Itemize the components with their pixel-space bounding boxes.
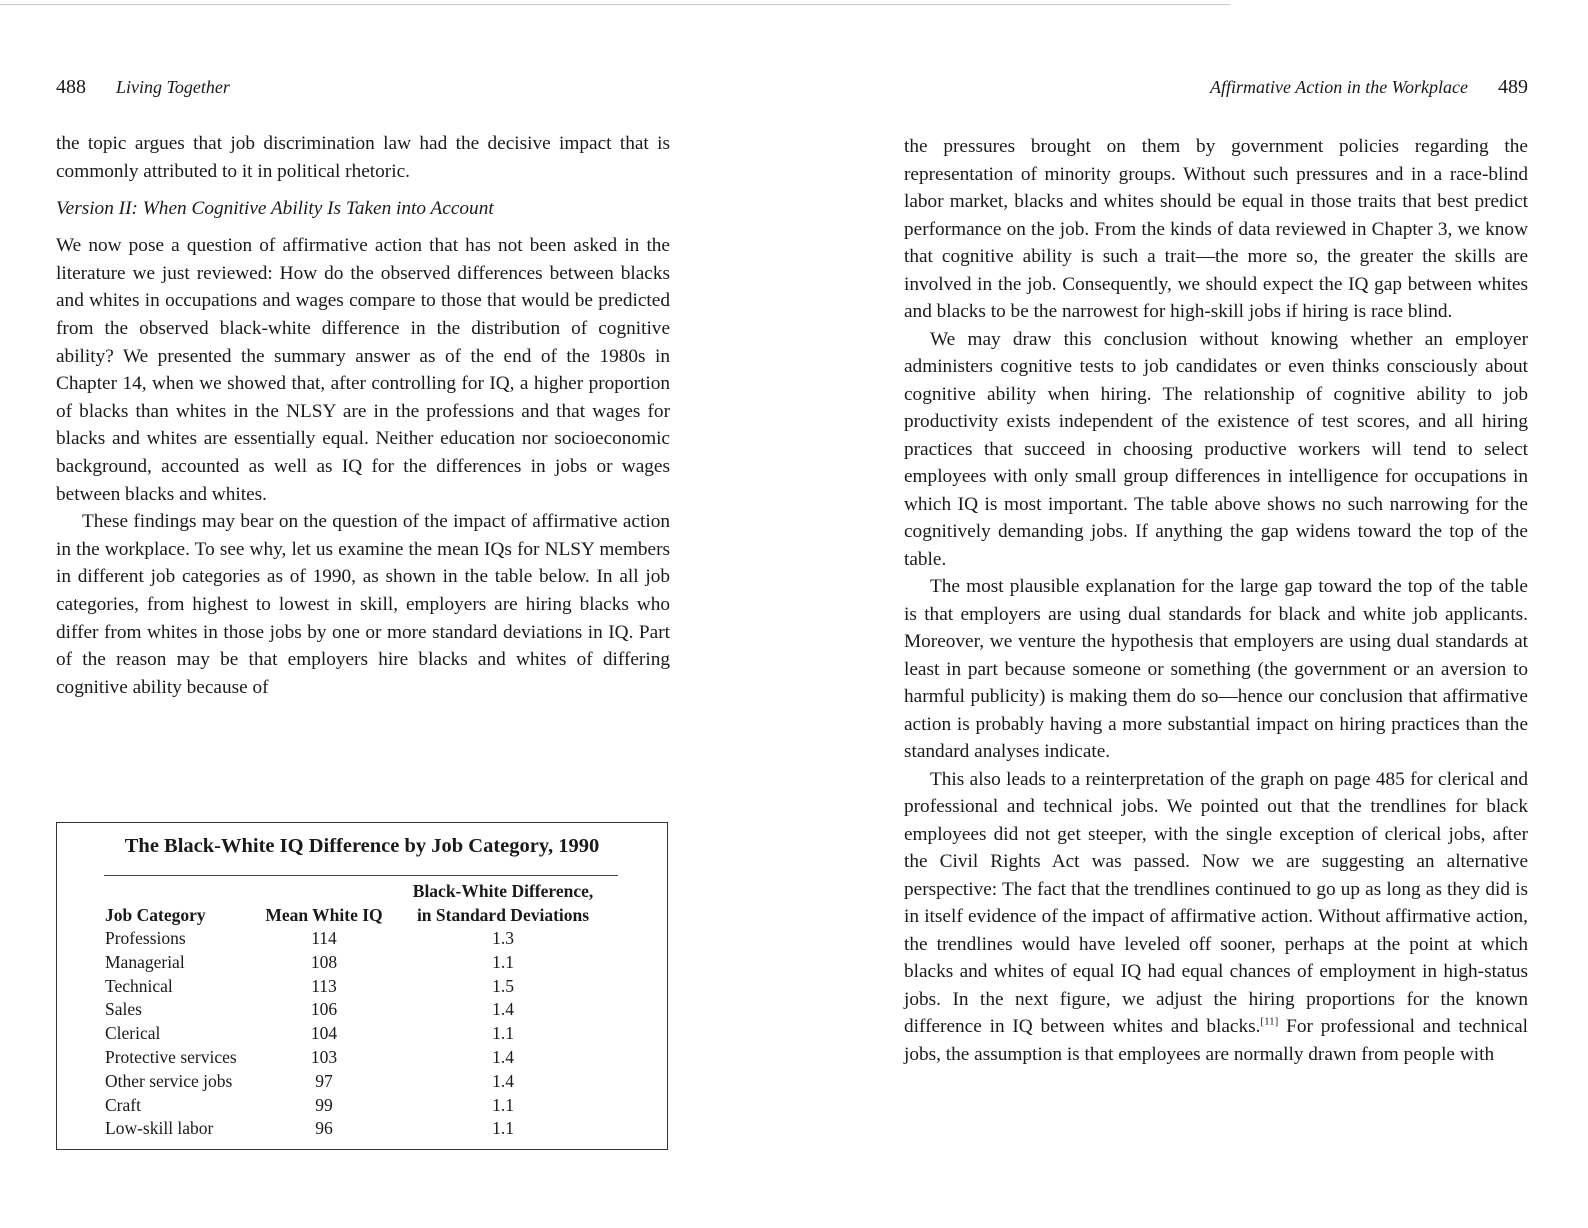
table-row [105, 951, 619, 975]
scan-top-edge [0, 4, 1230, 5]
running-head: Living Together [116, 77, 230, 97]
cell-diff: 1.1 [492, 951, 514, 972]
cell-diff: 1.1 [492, 1023, 514, 1044]
column-header-difference-line1: Black-White Difference, [412, 881, 594, 901]
column-header-difference [387, 877, 619, 927]
cell-category: Managerial [105, 951, 185, 972]
running-head: Affirmative Action in the Workplace [1210, 77, 1468, 97]
iq-difference-table [105, 877, 619, 1141]
right-body-text [904, 133, 1528, 1068]
left-body-text [56, 130, 670, 701]
table-row [105, 1070, 619, 1094]
footnote-reference[interactable]: [11] [1260, 1015, 1279, 1028]
table-row [105, 1117, 619, 1141]
page-number: 488 [56, 76, 86, 98]
page-number: 489 [1498, 76, 1528, 98]
cell-diff: 1.5 [492, 975, 514, 996]
cell-iq: 104 [310, 1023, 338, 1044]
section-heading: Version II: When Cognitive Ability Is Taken into Account [56, 198, 494, 220]
table-row [105, 1094, 619, 1118]
cell-category: Protective services [105, 1046, 237, 1067]
cell-diff: 1.4 [492, 999, 514, 1020]
table-row [105, 1046, 619, 1070]
cell-iq: 96 [315, 1118, 333, 1139]
cell-diff: 1.4 [492, 1070, 514, 1091]
column-header-job-category: Job Category [105, 905, 206, 925]
table-row [105, 1022, 619, 1046]
paragraph: We may draw this conclusion without knowing whether an employer administers cognitive tests to job candidates or even thinks consciously about cognitive ability when hiring. The relationship of cognitive ability to job productivity exists independent of the existence of test scores, and all hiring practices that succeed in choosing productive workers will tend to select employees with only small group differences in intelligence for occupations in which IQ is most important. The table above shows no such narrowing for the cognitively demanding jobs. If anything the gap widens toward the top of the table. [904, 328, 1528, 570]
table-title-rule [104, 875, 618, 876]
cell-diff: 1.3 [492, 928, 514, 948]
paragraph [904, 766, 1528, 1069]
cell-iq: 99 [315, 1094, 333, 1115]
cell-iq: 114 [311, 928, 337, 948]
paragraph: These findings may bear on the question of the impact of affirmative action in the workplace. To see why, let us examine the mean IQs for NLSY members in different job categories as of 1990, as shown in the table below. In all job categories, from highest to lowest in skill, employers are hiring blacks who differ from whites in those jobs by one or more standard deviations in IQ. Part of the reason may be that employers hire blacks and whites of differing cognitive ability because of [56, 511, 670, 698]
cell-diff: 1.1 [492, 1118, 514, 1139]
cell-category: Professions [105, 928, 186, 948]
cell-category: Clerical [105, 1023, 161, 1044]
paragraph: The most plausible explanation for the large gap toward the top of the table is that employers are using dual standards for black and white job applicants. Moreover, we venture the hypothesis that employers are using dual standards at least in part because someone or something (the government or an aversion to harmful publicity) is making them do so—hence our conclusion that affirmative action is probably having a more substantial impact on hiring practices than the standard analyses indicate. [904, 576, 1528, 762]
cell-category: Low-skill labor [105, 1118, 214, 1139]
paragraph-text: This also leads to a reinterpretation of the graph on page 485 for clerical and professional and technical jobs. We pointed out that the trendlines for black employees did not get steeper, with the single exception of clerical jobs, after the Civil Rights Act was passed. Now we are suggesting an alternative perspective: The fact that the trendlines continued to go up as long as they did is in itself evidence of the impact of affirmative action. Without affirmative action, the trendlines would have leveled off sooner, perhaps at the point at which blacks and whites of equal IQ had equal chances of employment in high-status jobs. In the next figure, we adjust the hiring proportions for the known difference in IQ between whites and blacks. [904, 768, 1528, 1037]
cell-iq: 103 [310, 1046, 338, 1067]
table-row [105, 998, 619, 1022]
cell-iq: 113 [311, 975, 337, 996]
left-page-header [56, 76, 230, 99]
cell-iq: 108 [310, 951, 338, 972]
paragraph-text: For professional and technical jobs, the assumption is that employees are normally drawn from people with [904, 1016, 1528, 1065]
column-header-difference-line2: in Standard Deviations [416, 905, 590, 925]
table-row [105, 975, 619, 999]
paragraph: the topic argues that job discrimination law had the decisive impact that is commonly attributed to it in political rhetoric. [56, 133, 670, 182]
cell-iq: 106 [310, 999, 338, 1020]
cell-category: Other service jobs [105, 1070, 233, 1091]
right-page-header [1210, 76, 1528, 99]
cell-diff: 1.4 [492, 1046, 514, 1067]
cell-category: Sales [105, 999, 142, 1020]
cell-category: Technical [105, 975, 173, 996]
paragraph: the pressures brought on them by government policies regarding the representation of minority groups. Without such pressures and in a race-blind labor market, blacks and whites should be equal in those traits that best predict performance on the job. From the kinds of data reviewed in Chapter 3, we know that cognitive ability is such a trait—the more so, the greater the skills are involved in the job. Consequently, we should expect the IQ gap between whites and blacks to be the narrowest for high-skill jobs if hiring is race blind. [904, 136, 1528, 322]
iq-difference-table-box [56, 822, 668, 1150]
cell-diff: 1.1 [492, 1094, 514, 1115]
table-row [105, 927, 619, 951]
cell-category: Craft [105, 1094, 141, 1115]
column-header-mean-white-iq: Mean White IQ [265, 905, 383, 925]
table-title: The Black-White IQ Difference by Job Category, 1990 [124, 835, 600, 857]
paragraph: We now pose a question of affirmative action that has not been asked in the literature we just reviewed: How do the observed differences between blacks and whites in occupations and wages compare to those that would be predicted from the observed black-white difference in the distribution of cognitive ability? We presented the summary answer as of the end of the 1980s in Chapter 14, when we showed that, after controlling for IQ, a higher proportion of blacks than whites in the NLSY are in the professions and that wages for blacks and whites are essentially equal. Neither education nor socioeconomic background, accounted as well as IQ for the differences in jobs or wages between blacks and whites. [56, 235, 670, 505]
cell-iq: 97 [315, 1070, 333, 1091]
table-header-row [105, 877, 619, 927]
